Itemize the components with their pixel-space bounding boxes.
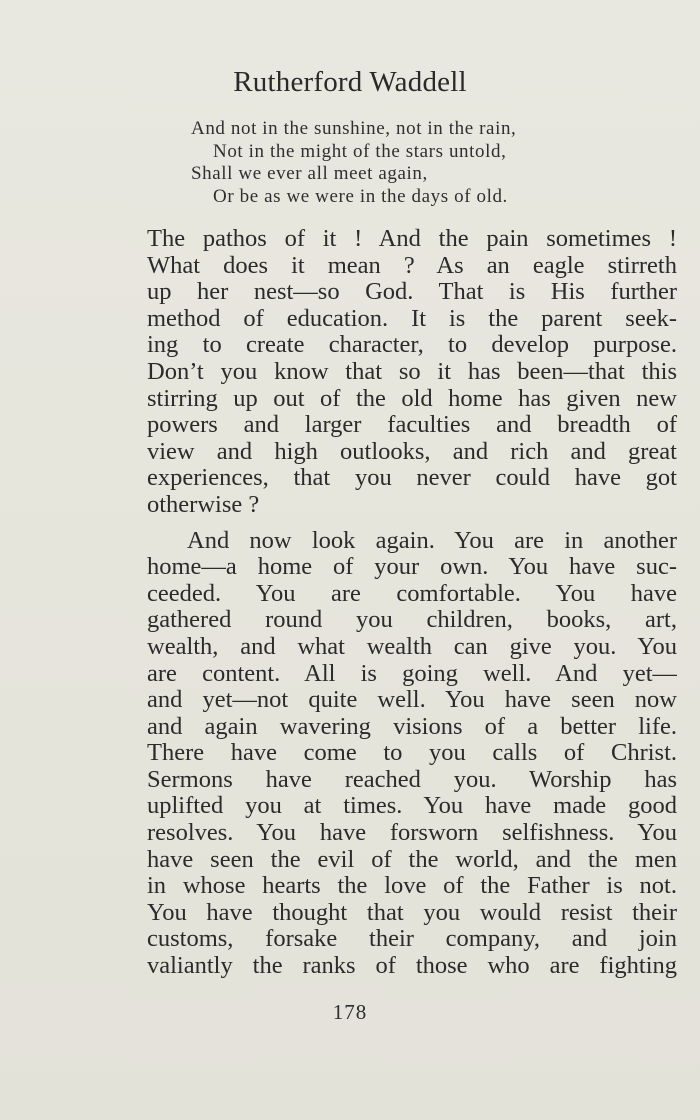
text-line: have seen the evil of the world, and the men xyxy=(147,846,677,873)
page-number: 178 xyxy=(332,1000,368,1024)
text-line: ing to create character, to develop purpose. xyxy=(147,332,677,359)
verse-line: Not in the might of the stars untold, xyxy=(213,140,507,162)
verse-line: Shall we ever all meet again, xyxy=(191,163,428,184)
text-line: otherwise ? xyxy=(147,490,260,518)
paragraph xyxy=(147,226,677,519)
text-line: in whose hearts the love of the Father is not. xyxy=(147,873,677,900)
text-line: Don’t you know that so it has been—that this xyxy=(147,358,677,385)
text-line: view and high outlooks, and rich and great xyxy=(147,438,677,465)
text-line: stirring up out of the old home has given new xyxy=(147,385,677,412)
verse-stanza xyxy=(191,118,631,208)
text-line: experiences, that you never could have got xyxy=(147,465,677,492)
paragraph xyxy=(147,528,677,980)
verse-line: And not in the sunshine, not in the rain, xyxy=(191,118,517,139)
verse-line: Or be as we were in the days of old. xyxy=(213,185,508,207)
text-line: wealth, and what wealth can give you. You xyxy=(147,633,677,660)
text-line: and again wavering visions of a better life. xyxy=(147,713,677,740)
text-line: and yet—not quite well. You have seen now xyxy=(147,687,677,714)
text-line: The pathos of it ! And the pain sometimes ! xyxy=(147,226,677,252)
text-line: You have thought that you would resist their xyxy=(147,899,677,926)
text-line: What does it mean ? As an eagle stirreth xyxy=(147,252,677,279)
text-line: There have come to you calls of Christ. xyxy=(147,740,677,767)
text-line: Sermons have reached you. Worship has xyxy=(147,766,677,793)
text-line: valiantly the ranks of those who are fighting xyxy=(147,953,677,980)
text-line: gathered round you children, books, art, xyxy=(147,607,677,634)
text-line: ceeded. You are comfortable. You have xyxy=(147,580,677,607)
text-line: customs, forsake their company, and join xyxy=(147,926,677,953)
text-line: method of education. It is the parent seek- xyxy=(147,305,677,332)
text-line: uplifted you at times. You have made good xyxy=(147,793,677,820)
running-title: Rutherford Waddell xyxy=(233,66,467,98)
text-line: home—a home of your own. You have suc- xyxy=(147,554,677,581)
body-text xyxy=(147,226,677,980)
text-line: resolves. You have forsworn selfishness. You xyxy=(147,820,677,847)
text-line: up her nest—so God. That is His further xyxy=(147,279,677,306)
text-line: are content. All is going well. And yet— xyxy=(147,660,677,687)
text-line: powers and larger faculties and breadth of xyxy=(147,412,677,439)
text-line: And now look again. You are in another xyxy=(187,527,677,554)
